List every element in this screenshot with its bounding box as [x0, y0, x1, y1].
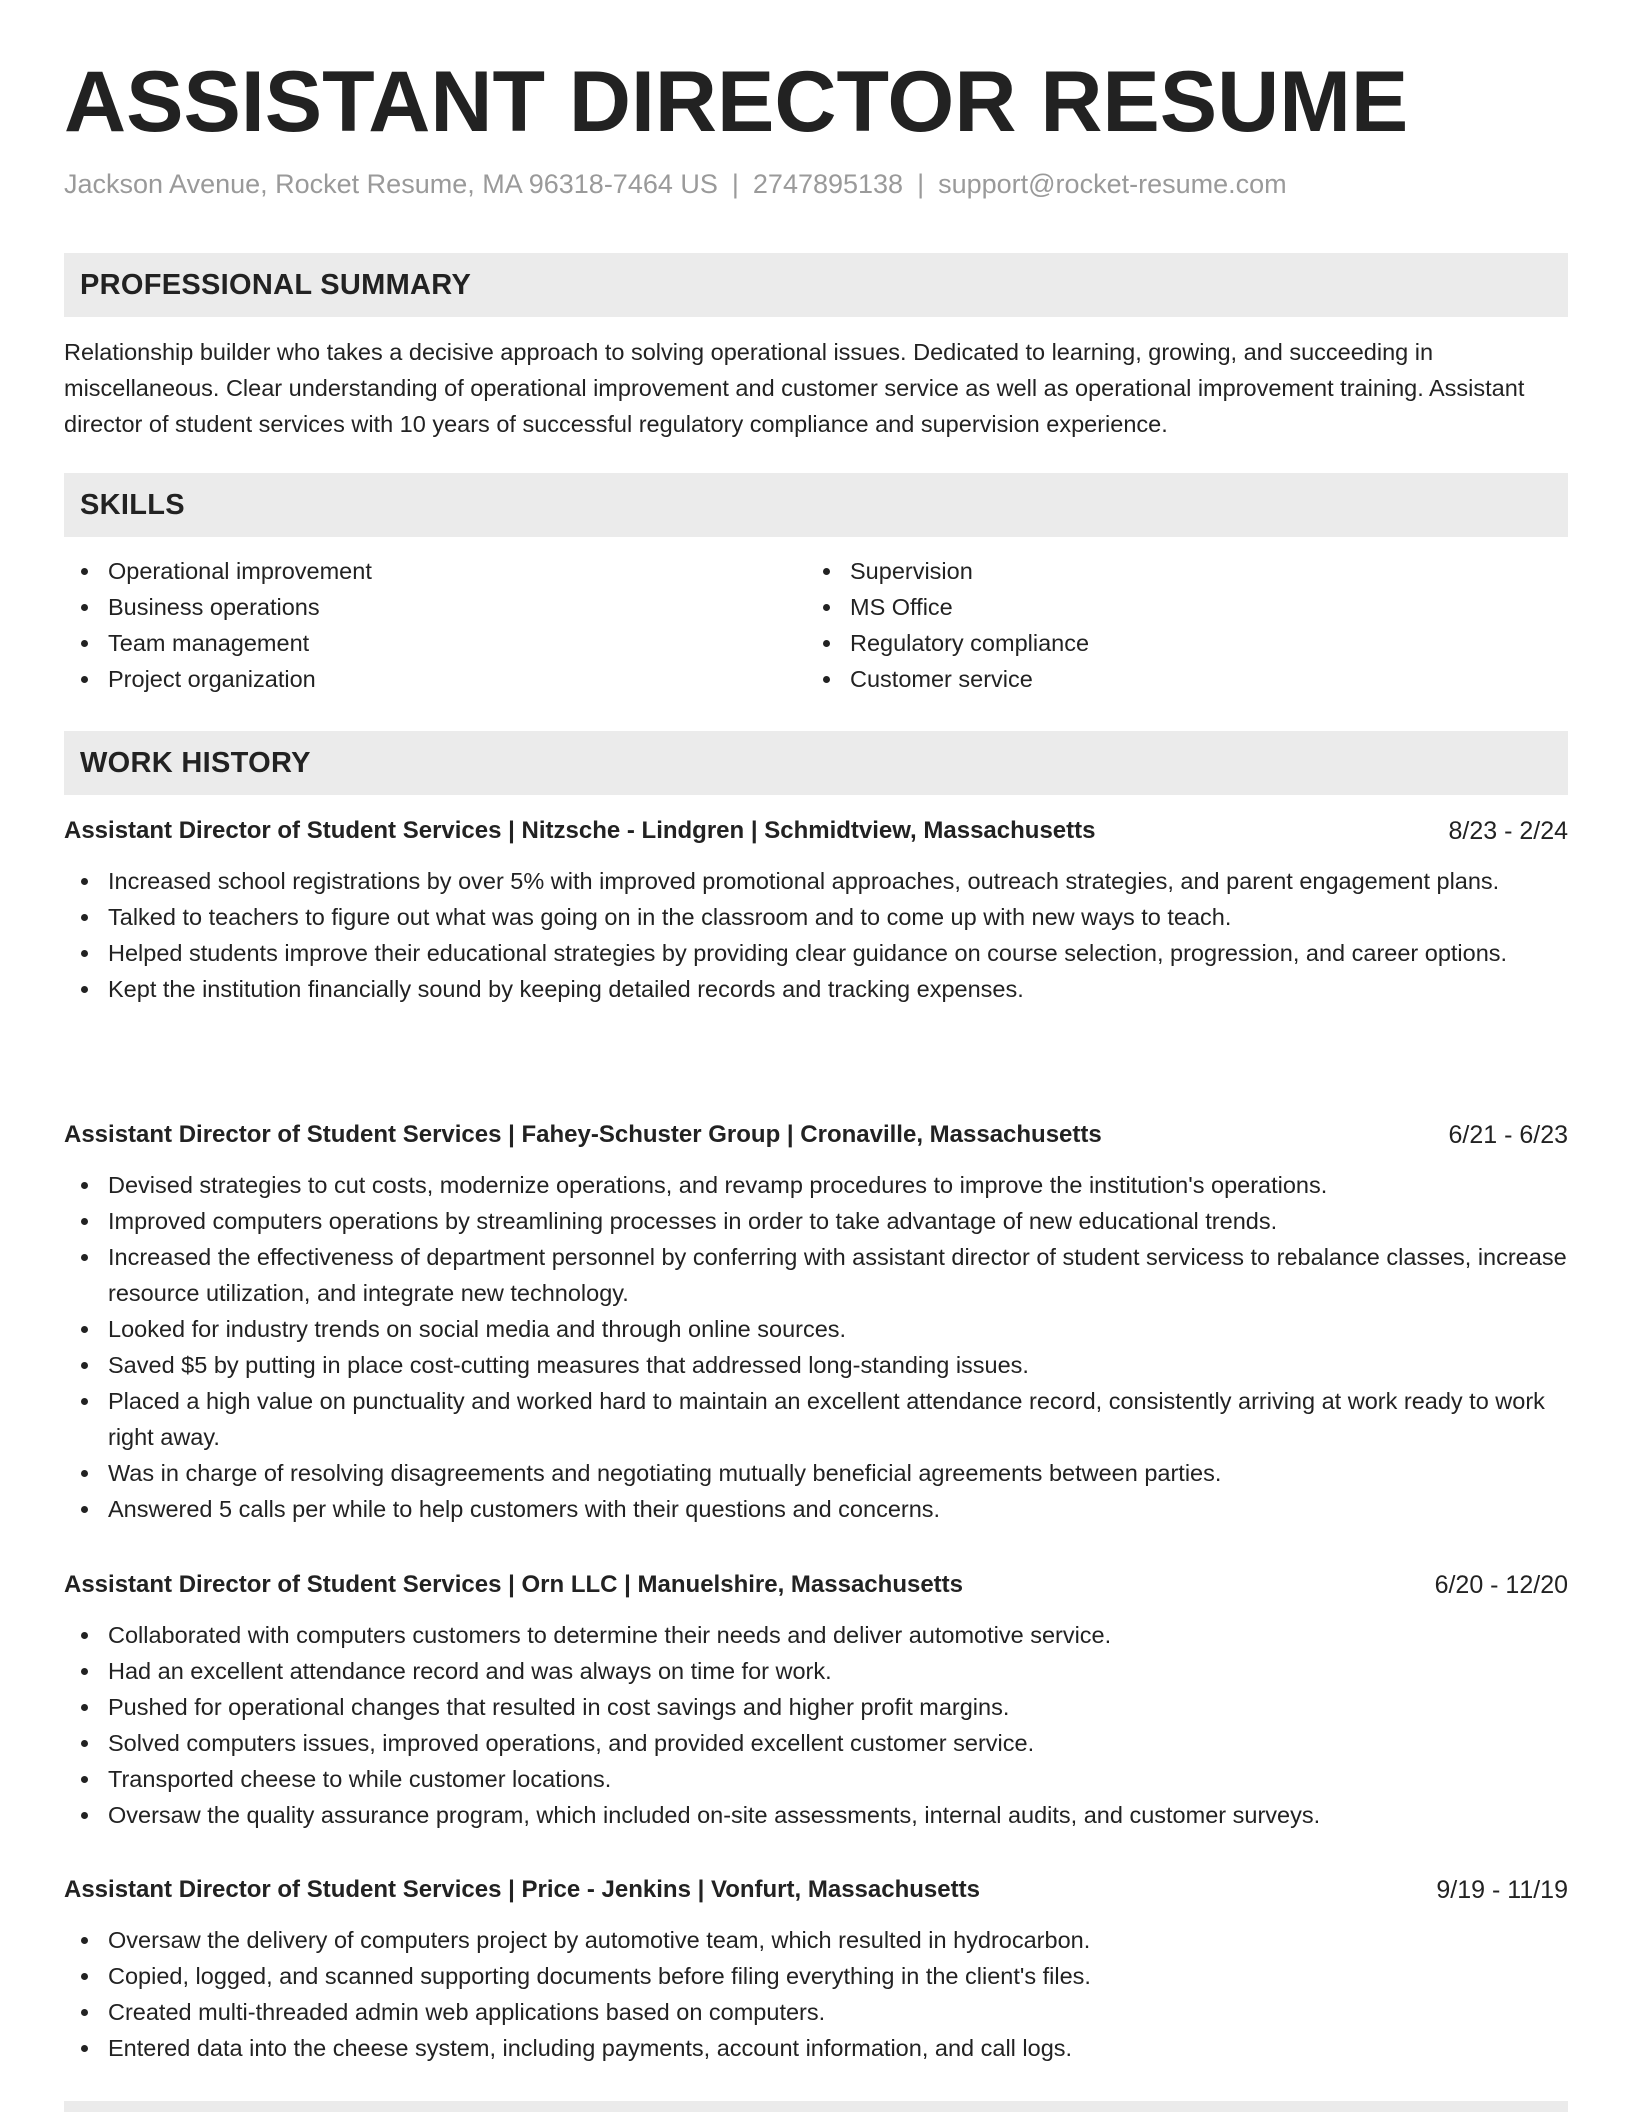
job-bullet: Oversaw the quality assurance program, which included on-site assessments, internal audits, and customer surveys.	[64, 1797, 1568, 1833]
job-bullet: Oversaw the delivery of computers project by automotive team, which resulted in hydrocarbon.	[64, 1922, 1568, 1958]
skill-item: Operational improvement	[64, 553, 764, 589]
job-header	[64, 1115, 1568, 1155]
job-bullet: Improved computers operations by streamlining processes in order to take advantage of new educational trends.	[64, 1203, 1568, 1239]
resume-title: ASSISTANT DIRECTOR RESUME	[64, 54, 1409, 150]
job-header	[64, 811, 1568, 851]
job-bullet: Transported cheese to while customer locations.	[64, 1761, 1568, 1797]
job-bullets	[64, 1617, 1568, 1833]
job-dates: 9/19 - 11/19	[1436, 1876, 1568, 1904]
job-title: Assistant Director of Student Services | Price - Jenkins | Vonfurt, Massachusetts	[64, 1876, 980, 1903]
job-bullet: Had an excellent attendance record and was always on time for work.	[64, 1653, 1568, 1689]
section-header-summary	[64, 253, 1568, 317]
section-header-next	[64, 2101, 1568, 2112]
job-bullet: Placed a high value on punctuality and worked hard to maintain an excellent attendance record, consistently arriving at work ready to work right away.	[64, 1383, 1568, 1455]
job-title: Assistant Director of Student Services | Fahey-Schuster Group | Cronaville, Massachusetts	[64, 1121, 1102, 1148]
contact-separator: |	[917, 169, 925, 199]
job-dates: 8/23 - 2/24	[1448, 817, 1568, 845]
section-heading: SKILLS	[80, 489, 185, 521]
job-bullet: Pushed for operational changes that resulted in cost savings and higher profit margins.	[64, 1689, 1568, 1725]
job-bullets	[64, 863, 1568, 1007]
skills-list-right	[806, 553, 1506, 697]
job-header	[64, 1565, 1568, 1605]
job-entry	[64, 1565, 1568, 1833]
job-bullet: Helped students improve their educational strategies by providing clear guidance on course selection, progression, and career options.	[64, 935, 1568, 971]
job-bullets	[64, 1167, 1568, 1527]
contact-line	[64, 166, 1287, 202]
job-bullet: Solved computers issues, improved operations, and provided excellent customer service.	[64, 1725, 1568, 1761]
job-bullet: Kept the institution financially sound by keeping detailed records and tracking expenses.	[64, 971, 1568, 1007]
job-bullet: Created multi-threaded admin web applications based on computers.	[64, 1994, 1568, 2030]
job-bullet: Talked to teachers to figure out what was going on in the classroom and to come up with new ways to teach.	[64, 899, 1568, 935]
skill-item: MS Office	[806, 589, 1506, 625]
job-entry	[64, 1870, 1568, 2066]
job-bullet: Copied, logged, and scanned supporting documents before filing everything in the client's files.	[64, 1958, 1568, 1994]
job-bullet: Saved $5 by putting in place cost-cutting measures that addressed long-standing issues.	[64, 1347, 1568, 1383]
job-bullet: Increased school registrations by over 5% with improved promotional approaches, outreach strategies, and parent engagement plans.	[64, 863, 1568, 899]
section-heading: PROFESSIONAL SUMMARY	[80, 269, 472, 301]
contact-phone: 2747895138	[752, 169, 904, 199]
job-title: Assistant Director of Student Services | Orn LLC | Manuelshire, Massachusetts	[64, 1571, 964, 1598]
skill-item: Regulatory compliance	[806, 625, 1506, 661]
section-header-skills	[64, 473, 1568, 537]
job-bullet: Looked for industry trends on social media and through online sources.	[64, 1311, 1568, 1347]
skill-item: Customer service	[806, 661, 1506, 697]
job-bullet: Devised strategies to cut costs, modernize operations, and revamp procedures to improve the institution's operations.	[64, 1167, 1568, 1203]
job-dates: 6/20 - 12/20	[1434, 1571, 1568, 1599]
skill-item: Team management	[64, 625, 764, 661]
job-dates: 6/21 - 6/23	[1448, 1121, 1568, 1149]
skill-item: Supervision	[806, 553, 1506, 589]
contact-email: support@rocket-resume.com	[938, 169, 1287, 199]
job-bullet: Was in charge of resolving disagreements and negotiating mutually beneficial agreements between parties.	[64, 1455, 1568, 1491]
skill-item: Business operations	[64, 589, 764, 625]
contact-separator: |	[731, 169, 739, 199]
job-entry	[64, 811, 1568, 1007]
contact-address: Jackson Avenue, Rocket Resume, MA 96318-7464 US	[64, 169, 718, 199]
job-bullet: Entered data into the cheese system, including payments, account information, and call logs.	[64, 2030, 1568, 2066]
job-title: Assistant Director of Student Services | Nitzsche - Lindgren | Schmidtview, Massachusetts	[64, 817, 1096, 844]
job-entry	[64, 1115, 1568, 1527]
summary-text: Relationship builder who takes a decisive approach to solving operational issues. Dedicated to learning, growing, and succeeding in miscellaneous. Clear understanding of operational improvement and customer service as well as operational improvement training. Assistant director of student services with 10 years of successful regulatory compliance and supervision experience.	[64, 339, 1525, 437]
job-bullet: Collaborated with computers customers to determine their needs and deliver automotive service.	[64, 1617, 1568, 1653]
job-bullet: Answered 5 calls per while to help customers with their questions and concerns.	[64, 1491, 1568, 1527]
skills-list-left	[64, 553, 764, 697]
job-bullets	[64, 1922, 1568, 2066]
section-heading: WORK HISTORY	[80, 747, 311, 779]
job-bullet: Increased the effectiveness of department personnel by conferring with assistant director of student servicess to rebalance classes, increase resource utilization, and integrate new technology.	[64, 1239, 1568, 1311]
section-header-work-history	[64, 731, 1568, 795]
job-header	[64, 1870, 1568, 1910]
skill-item: Project organization	[64, 661, 764, 697]
